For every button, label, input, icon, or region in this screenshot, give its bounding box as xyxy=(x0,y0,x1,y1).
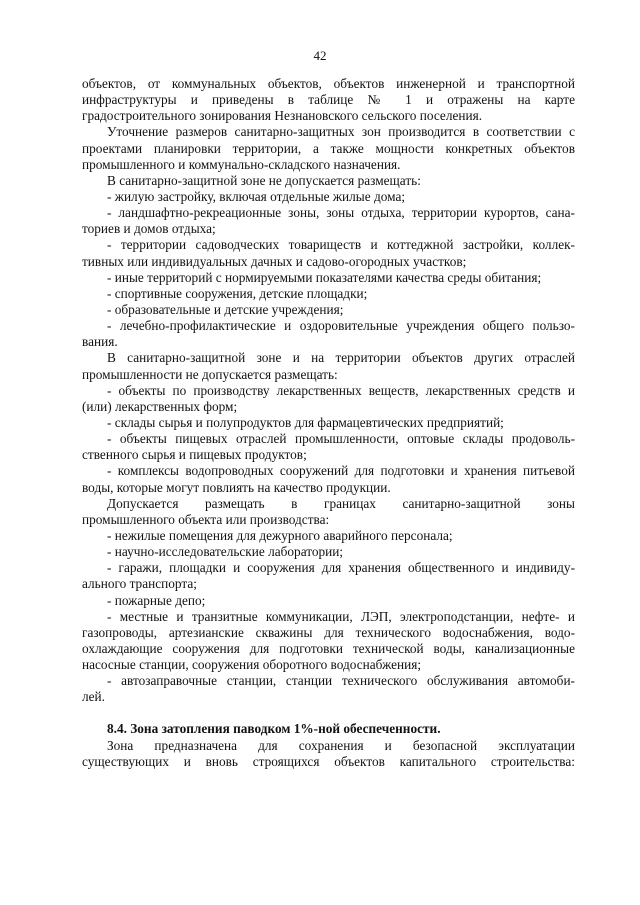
text-line: Уточнение размеров санитарно-защитных зон производится в соответствии с xyxy=(107,124,575,140)
text-line: - ландшафтно-рекреационные зоны, зоны отдыха, территории курортов, сана- xyxy=(107,205,575,221)
text-line: - спортивные сооружения, детские площадки; xyxy=(107,285,368,301)
text-line: газопроводы, артезианские скважины для технического водоснабжения, водо- xyxy=(82,624,575,640)
text-line: лей. xyxy=(82,689,105,705)
text-line: промышленности не допускается размещать: xyxy=(82,366,338,382)
text-line: - объекты пищевых отраслей промышленности, оптовые склады продоволь- xyxy=(107,431,575,447)
text-line: промышленного и коммунально-складского назначения. xyxy=(82,156,401,172)
section-gap xyxy=(82,705,575,721)
text-line: существующих и вновь строящихся объектов капитального строительства: xyxy=(82,753,575,769)
text-line: промышленного объекта или производства: xyxy=(82,511,330,527)
page-number: 42 xyxy=(313,48,327,63)
text-line: охлаждающие сооружения для подготовки технической воды, канализационные xyxy=(82,640,575,656)
text-line: - нежилые помещения для дежурного аварийного персонала; xyxy=(107,527,453,543)
text-line: - пожарные депо; xyxy=(107,592,206,608)
text-line: вания. xyxy=(82,334,118,350)
text-line: - лечебно-профилактические и оздоровительные учреждения общего пользо- xyxy=(107,318,575,334)
text-line: объектов, от коммунальных объектов, объектов инженерной и транспортной xyxy=(82,76,575,91)
text-line: проектами планировки территории, а также мощности конкретных объектов xyxy=(82,140,575,156)
text-line: ственного сырья и пищевых продуктов; xyxy=(82,447,307,463)
text-line: - жилую застройку, включая отдельные жилые дома; xyxy=(107,188,406,204)
text-line: - научно-исследовательские лаборатории; xyxy=(107,544,344,560)
text-line: - иные территорий с нормируемыми показателями качества среды обитания; xyxy=(107,269,542,285)
text-line: (или) лекарственных форм; xyxy=(82,398,238,414)
text-line: градостроительного зонирования Незнановского сельского поселения. xyxy=(82,108,483,124)
text-line: ториев и домов отдыха; xyxy=(82,221,216,237)
text-line: - комплексы водопроводных сооружений для подготовки и хранения питьевой xyxy=(107,463,575,479)
text-line: тивных или индивидуальных дачных и садово-огородных участков; xyxy=(82,253,467,269)
text-line: воды, которые могут повлиять на качество продукции. xyxy=(82,479,391,495)
text-line: - образовательные и детские учреждения; xyxy=(107,301,344,317)
section-paragraph xyxy=(82,738,575,770)
text-line: инфраструктуры и приведены в таблице № 1 и отражены на карте xyxy=(82,92,575,108)
text-line: - местные и транзитные коммуникации, ЛЭП, электроподстанции, нефте- и xyxy=(107,608,575,624)
text-line: Зона предназначена для сохранения и безопасной эксплуатации xyxy=(107,737,575,753)
text-line: В санитарно-защитной зоне и на территории объектов других отраслей xyxy=(107,350,575,366)
text-line: - автозаправочные станции, станции технического обслуживания автомоби- xyxy=(107,673,575,689)
text-line: Допускается размещать в границах санитарно-защитной зоны xyxy=(107,495,575,511)
section-heading: 8.4. Зона затопления паводком 1%-ной обеспеченности. xyxy=(107,721,441,737)
text-line: В санитарно-защитной зоне не допускается размещать: xyxy=(107,172,421,188)
text-line: - объекты по производству лекарственных веществ, лекарственных средств и xyxy=(107,382,575,398)
text-line: ального транспорта; xyxy=(82,576,197,592)
text-line: - склады сырья и полупродуктов для фармацевтических предприятий; xyxy=(107,414,504,430)
text-line: насосные станции, сооружения оборотного водоснабжения; xyxy=(82,657,422,673)
text-line: - территории садоводческих товариществ и коттеджной застройки, коллек- xyxy=(107,237,575,253)
body-text xyxy=(82,76,575,705)
page-body xyxy=(82,76,575,770)
text-line: - гаражи, площадки и сооружения для хранения общественного и индивиду- xyxy=(107,560,575,576)
